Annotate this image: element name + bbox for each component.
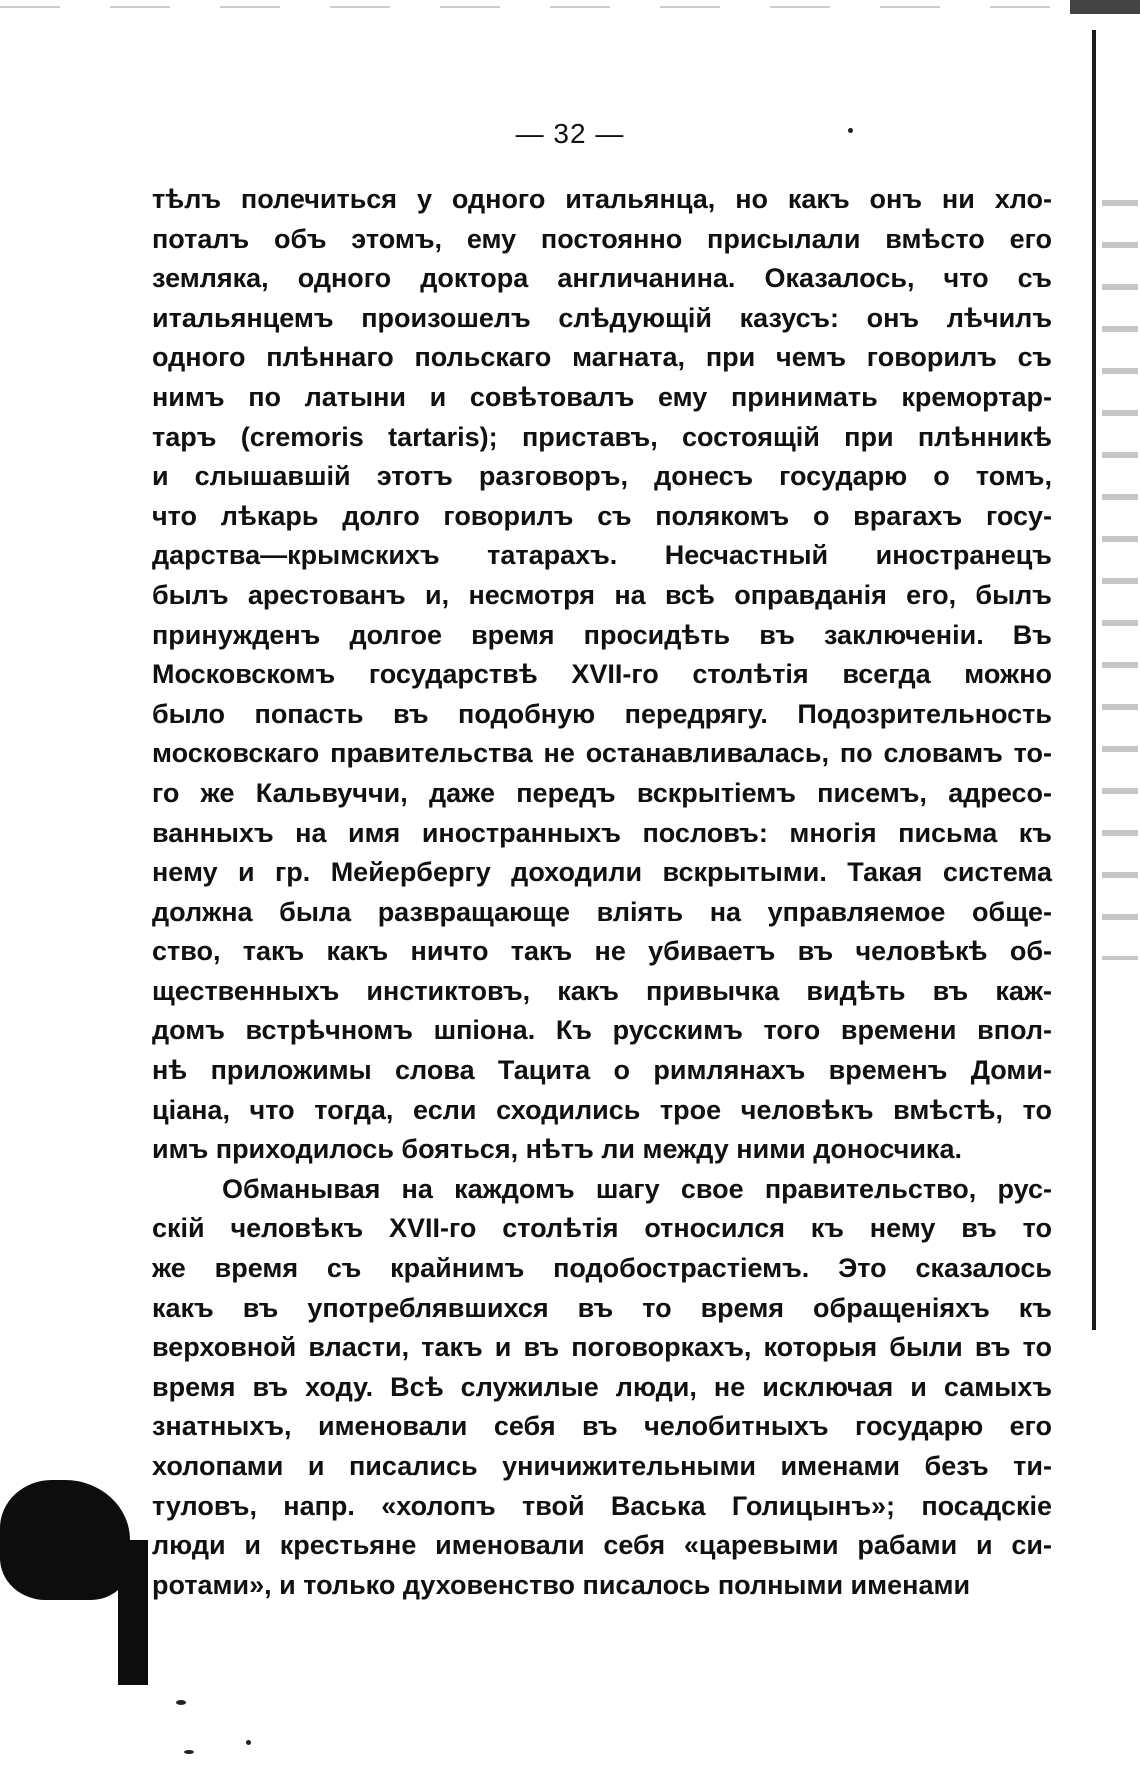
text-line: нему и гр. Мейербергу доходили вскрытыми. Такая система [152, 857, 1052, 888]
text-line: таръ (cremoris tartaris); приставъ, состоящій при плѣнникѣ [152, 421, 1052, 452]
text-line: нимъ по латыни и совѣтовалъ ему принимать кремортар- [152, 381, 1052, 412]
text-line: земляка, одного доктора англичанина. Оказалось, что съ [152, 263, 1052, 294]
body-text [152, 180, 1052, 1605]
ink-damage-streak [118, 1540, 148, 1685]
ink-speck [848, 128, 853, 133]
text-line: дарства—крымскихъ татарахъ. Несчастный иностранецъ [152, 540, 1052, 571]
text-line: туловъ, напр. «холопъ твой Васька Голицынъ»; посадскіе [152, 1490, 1052, 1521]
scan-top-border [0, 6, 1140, 8]
text-line: какъ въ употреблявшихся въ то время обращеніяхъ къ [152, 1292, 1052, 1323]
ink-speck [246, 1740, 251, 1745]
text-line: ціана, что тогда, если сходились трое человѣкъ вмѣстѣ, то [152, 1094, 1052, 1125]
text-line: тѣлъ полечиться у одного итальянца, но какъ онъ ни хло- [152, 184, 1052, 214]
adjacent-page-bleed [1102, 200, 1138, 960]
text-line: ство, такъ какъ ничто такъ не убиваетъ въ человѣкѣ об- [152, 936, 1052, 967]
scan-right-edge [1092, 30, 1096, 1330]
text-line: было попасть въ подобную передрягу. Подозрительность [152, 698, 1052, 729]
text-line: верховной власти, такъ и въ поговоркахъ, которыя были въ то [152, 1332, 1052, 1363]
text-line: Обманывая на каждомъ шагу свое правительство, рус- [222, 1173, 1052, 1204]
ink-damage-blot [0, 1480, 130, 1600]
text-line: щественныхъ инстиктовъ, какъ привычка видѣть въ каж- [152, 975, 1052, 1006]
text-line: нѣ приложимы слова Тацита о римлянахъ временъ Доми- [152, 1055, 1052, 1086]
text-line: одного плѣннаго польскаго магната, при чемъ говорилъ съ [152, 342, 1052, 373]
text-line: былъ арестованъ и, несмотря на всѣ оправданія его, былъ [152, 579, 1052, 610]
ink-speck [184, 1750, 194, 1754]
text-line: Московскомъ государствѣ XVII-го столѣтія всегда можно [152, 659, 1052, 690]
text-line: го же Кальвуччи, даже передъ вскрытіемъ писемъ, адресо- [152, 777, 1052, 808]
ink-speck [176, 1700, 186, 1705]
page-number: — 32 — [515, 118, 625, 149]
text-line: московскаго правительства не останавливалась, по словамъ то- [152, 738, 1052, 769]
text-line: же время съ крайнимъ подобострастіемъ. Это сказалось [152, 1253, 1052, 1284]
text-line: должна была развращающе вліять на управляемое обще- [152, 896, 1052, 927]
text-line: ротами», и только духовенство писалось полными именами [152, 1569, 971, 1600]
text-line: знатныхъ, именовали себя въ челобитныхъ государю его [152, 1411, 1052, 1442]
paragraph-2 [152, 1170, 1052, 1606]
text-line: имъ приходилось бояться, нѣтъ ли между ними доносчика. [152, 1134, 962, 1165]
text-line: скій человѣкъ XVII-го столѣтія относился къ нему въ то [152, 1213, 1052, 1244]
text-line: что лѣкарь долго говорилъ съ полякомъ о врагахъ госу- [152, 500, 1052, 531]
text-line: и слышавшій этотъ разговоръ, донесъ государю о томъ, [152, 461, 1052, 492]
text-line: ванныхъ на имя иностранныхъ пословъ: многія письма къ [152, 817, 1052, 848]
text-line: поталъ объ этомъ, ему постоянно присылали вмѣсто его [152, 223, 1052, 254]
scan-corner-mark [1070, 0, 1140, 14]
paragraph-1 [152, 180, 1052, 1170]
text-line: домъ встрѣчномъ шпіона. Къ русскимъ того времени впол- [152, 1015, 1052, 1046]
text-line: люди и крестьяне именовали себя «царевыми рабами и си- [152, 1530, 1052, 1561]
text-line: принужденъ долгое время просидѣть въ заключеніи. Въ [152, 619, 1052, 650]
text-line: холопами и писались уничижительными именами безъ ти- [152, 1451, 1052, 1481]
text-line: итальянцемъ произошелъ слѣдующій казусъ: онъ лѣчилъ [152, 302, 1052, 333]
text-line: время въ ходу. Всѣ служилые люди, не исключая и самыхъ [152, 1371, 1052, 1402]
